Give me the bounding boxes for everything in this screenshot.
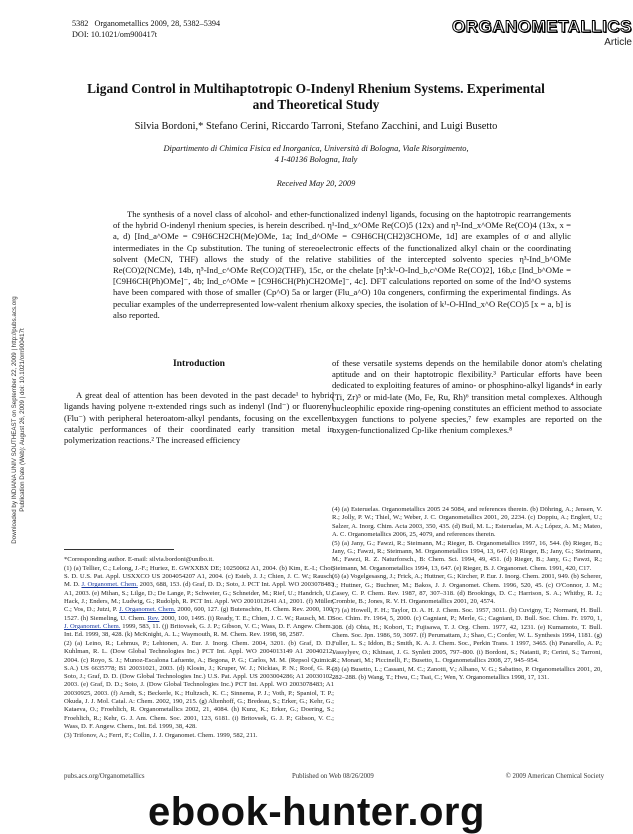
copyright-notice: © 2009 American Chemical Society [505, 773, 604, 780]
body-column-right [332, 358, 602, 436]
received-date: Received May 20, 2009 [276, 179, 356, 188]
download-sidebar [4, 230, 34, 610]
article-title: Ligand Control in Multihaptotropic O-Indenyl Rhenium Systems. Experimental and Theoretical Study [87, 81, 545, 112]
body-column-left [64, 358, 334, 446]
affiliation: Dipartimento di Chimica Fisica ed Inorganica, Università di Bologna, Viale Risorgimento, 4 I-40136 Bologna, Italy [163, 144, 469, 164]
reference-8: (8) (a) Busetto, L.; Cassani, M. C.; Zanotti, V.; Albano, V. G.; Sabatino, P. Organometallics 2001, 20, 282–288. (b) Wang, T.; Hwu, C.; Tsai, C.; Wen, Y. Organometallics 1998, 17, 131. [332, 665, 602, 681]
reference-1: (1) (a) Tellier, C.; Lelong, J.-F.; Huriez, E. GWXXBX DE; 10250062 A1, 2004. (b) Kim, E.-I.; Choi, S. D. U.S. Pat. Appl. USXXCO US 2004054207 A1, 2004. (c) Esteb, J. J.; Chien, J. C. W.; Rausch, M. D. J. Organomet. Chem. 2003, 688, 153. (d) Graf, D. D.; Soto, J. PCT Int. Appl. WO 2003078483 A1, 2003. (e) Mihan, S.; Lilge, D.; De Lange, P.; Schweier, G.; Schneider, M.; Rief, U.; Handrich, U.; Hack, J.; Enders, M.; Ludwig, G.; Rudolph, R. PCT Int. Appl. WO 2001012641 A1, 2001. (f) Müller, C.; Vos, D.; Jutzi, P. J. Organomet. Chem. 2000, 600, 127. (g) Butenschön, H. Chem. Rev. 2000, 100, 1527. (h) Siemeling, U. Chem. Rev. 2000, 100, 1495. (i) Ready, T. E.; Chien, J. C. W.; Rausch, M. D. J. Organomet. Chem. 1999, 583, 11. (j) Britovsek, G. J. P.; Gibson, V. C.; Wass, D. F. Angew. Chem., Int. Ed. 1999, 38, 428. (k) McKnight, A. L.; Waymouth, R. M. Chem. Rev. 1998, 98, 2587. [64, 564, 335, 639]
journal-logo [452, 18, 632, 49]
page-footer [64, 773, 604, 785]
reference-link[interactable]: J. Organomet. Chem. [64, 622, 121, 630]
reference-link[interactable]: Rev. [147, 614, 160, 622]
publication-date-note: Publication Date (Web): August 26, 2009 | doi: 10.1021/om900417t [19, 328, 26, 512]
watermark-banner: ebook-hunter.org [148, 790, 485, 834]
reference-3: (3) Trifonov, A.; Ferri, F.; Collin, J. J. Organomet. Chem. 1999, 582, 211. [64, 731, 258, 739]
journal-url-link[interactable]: pubs.acs.org/Organometallics [64, 773, 145, 780]
page-number: 5382 [72, 19, 89, 28]
footnote-rule [64, 549, 174, 550]
corresponding-author: *Corresponding author. E-mail: silvia.bordoni@unibo.it. [64, 556, 214, 563]
abstract-text: The synthesis of a novel class of alcohol- and ether-functionalized indenyl ligands, focusing on the haptotropic rearrangements of the hybrid O-indenyl rhenium species, is herein described. η¹-Ind_x^OMe Re(CO)5 (12x) and η³-Ind_x^OMe Re(CO)4 (13x, x = a, d) [Ind_a^OMe = C9H6CH2CH(Me)OMe, 1a; Ind_d^OMe = C9H6CH(CH2)3CHOMe, 1d] are examples of σ and allylic intermediates in the Cp substitution. The tuning of stereoelectronic effects of the functionalized alkyl chain or the coordinating solvent (MeCN, THF) allows the study of the relative stabilities of the intercepted solvento species η³-Ind_b^OMe Re(CO)2(NCMe), 14b, η⁵-Ind_c^OMe Re(CO)2(THF), 15c, or the chelate [η⁵:k¹-O-Ind_b,c^OMe Re(CO)2], 16b,c [Ind_b^OMe = [C9H6CH(Ph)OMe]⁻, 4b; Ind_c^OMe = [C9H6CH(Ph)CH2OMe]⁻, 4c]. DFT calculations reported on some of the Ind^O systems have been compared with those of smaller (Cp^O) 5a or larger (Flu_a^O) 10a congeners, confirming the experimental findings. As peculiar examples of the underrepresented low-valent rhenium alkoxy species, the isolation of k¹-O-HInd_x^O Re(CO)5 [x = a, b] is also reported. [113, 209, 571, 320]
reference-7: (7) (a) Howell, F. H.; Taylor, D. A. H. J. Chem. Soc. 1957, 3011. (b) Cuvigny, T.; Normant, H. Bull. Soc. Chim. Fr. 1964, 5, 2000. (c) Cagniant, P.; Merle, G.; Cagniant, D. Bull. Soc. Chim. Fr. 1970, 1, 308. (d) Ohta, H.; Kobori, T.; Fujisawa, T. J. Org. Chem. 1977, 42, 1231. (e) Kumamoto, T. Bull. Chem. Soc. Jpn. 1986, 59, 3097. (f) Perumattam, J.; Shao, C.; Confer, W. L. Synthesis 1994, 1181. (g) Fuller, L. S.; Iddon, B.; Smith, K. A. J. Chem. Soc., Perkin Trans. 1 1997, 3465. (h) Panarello, A. P.; Vassylyev, O.; Khinast, J. G. Synlett 2005, 797–800. (i) Bordoni, S.; Natanti, P.; Cerini, S.; Tarroni, R.; Monari, M.; Piccinelli, F.; Busetto, L. Organometallics 2008, 27, 945–954. [332, 607, 602, 664]
logo-wordmark: ORGANOMETALLICS [451, 17, 632, 36]
reference-5: (5) (a) Jany, G.; Fawzi, R.; Steimann, M.; Rieger, B. Organometallics 1997, 16, 544. (b) Rieger, B.; Jany, G.; Fawzi, R.; Steimann, M. Organometallics 1994, 13, 647. (c) Rieger, B.; Jany, G.; Steimann, M.; Fawzi, R. Z. Naturforsch., B: Chem. Sci. 1994, 49, 451. (d) Rieger, B.; Jany, G.; Fawzi, R.; Steimann, M. Organometallics 1994, 13, 647. (e) Rieger, B. J. Organomet. Chem. 1991, 420, C17. [332, 539, 602, 572]
abstract [113, 209, 571, 321]
intro-paragraph-right: of these versatile systems depends on the hemilabile donor atom's chelating aptitude and on their haptotropic flexibility.³ Particular efforts have been dedicated to exploiting features of amino- or phosphino-alkyl ligands⁴ in early (Ti, Zr)⁵ or mid-late (Mo, Fe, Ru, Rh)⁶ transition metal complexes. Although nucleophilic epoxide ring-opening constitutes an efficient method to associate oxygen functions to polyene species,⁷ few examples are reported on the oxygen-functionalized Cp-like rhenium complexes.⁸ [332, 358, 602, 436]
intro-paragraph-left: A great deal of attention has been devoted in the past decade¹ to hybrid ligands having polyene π-extended rings such as indenyl (Ind⁻) or fluorenyl (Flu⁻) with peripheral heteroatom-alkyl pendants, focusing on the excellent catalytic performances of their coordinated early transition metal in polymerization reactions.² The increased efficiency [64, 390, 334, 446]
reference-6: (6) (a) Vogelgesasng, J.; Frick, A.; Huttner, G.; Kircher, P. Eur. J. Inorg. Chem. 2001, 949. (b) Scherer, J.; Huttner, G.; Buchner, M.; Bakos, J. J. Organomet. Chem. 1996, 520, 45. (c) O'Connor, J. M.; Casey, C. P. Chem. Rev. 1987, 87, 307–318. (d) Brookings, D. C.; Harrison, S. A.; Whitby, R. J.; Crombie, B.; Jones, R. V. H. Organometallics 2001, 20, 4574. [332, 573, 602, 606]
download-note: Downloaded by INDIANA UNIV SOUTHEAST on September 22, 2009 | http://pubs.acs.org [11, 296, 18, 544]
section-heading-introduction: Introduction [172, 358, 226, 369]
doi: DOI: 10.1021/om900417t [72, 30, 158, 39]
page-header [72, 18, 632, 48]
references-right [332, 506, 602, 683]
article-type-label: Article [604, 37, 632, 48]
reference-link[interactable]: J. Organomet. Chem. [81, 581, 138, 589]
reference-4: (4) (a) Esteruelas. Organometallics 2005 24 5084, and references therein. (b) Döhring, A.; Jensen, V. R.; Jolly, P. W.; Thiel, W.; Weber, J. C. Organometallics 2001, 20, 2234. (c) Doppiu, A.; Englert, U.; Salzer, A. Inorg. Chim. Acta 2003, 350, 435. (d) Buil, M. L.; Esteruelas, M. A.; López, A. M.; Mateo, A. C. Organometallics 2006, 25, 4079, and references therein. [332, 506, 602, 538]
journal-citation: Organometallics 2009, 28, 5382–5394 [94, 19, 221, 28]
author-list: Silvia Bordoni,* Stefano Cerini, Riccardo Tarroni, Stefano Zacchini, and Luigi Busetto [134, 121, 498, 132]
reference-link[interactable]: J. Organomet. Chem. [119, 606, 176, 614]
web-publication-date: Published on Web 08/26/2009 [292, 773, 374, 780]
references-left [64, 556, 334, 741]
reference-2: (2) (a) Leino, R.; Lehmus, P.; Lehtonen, A. Eur. J. Inorg. Chem. 2004, 3201. (b) Graf, D. D.; Kuhlman, R. L. (Dow Global Technologies Inc.) PCT Int. Appl. WO 2004013149 A1 20040212, 2004. (c) Royo, S. J.; Munoz-Escalona Lafuente, A.; Begona, P. G.; Carlos, M. M. (Repsol Quimica S.A.) US 6635778; B1 20031021, 2003. (d) Klosin, J.; Kruper, W. J.; Nickias, P. N.; Roof, G. R.; Soto, J.; Graf, D. D. (Dow Global Technologies Inc.) U.S. Pat. Appl. US 2003004286; A1 20030102, 2003. (e) Graf, D. D.; Soto, J. (Dow Global Technologies Inc.) PCT Int. Appl. WO 2003078483; A1 20030925, 2003. (f) Arndt, S.; Beckerle, K.; Hultzsch, K. C.; Sinnema, P. J.; Voth, P.; Spaniol, T. P.; Okuda, J. J. Mol. Catal. A: Chem. 2002, 190, 215. (g) Altenhoff, G.; Bredeau, S.; Erker, G.; Kehr, G.; Kataeva, O.; Froehlich, R. Organometallics 2002, 21, 4084. (h) Kunz, K.; Erker, G.; Doering, S.; Froehlich, R.; Kehr, G. J. Am. Chem. Soc. 2001, 123, 6181. (i) Britovsek, G. J. P.; Gibson, V. C.; Wass, D. F. Angew. Chem., Int. Ed. 1999, 38, 428. [64, 639, 334, 730]
